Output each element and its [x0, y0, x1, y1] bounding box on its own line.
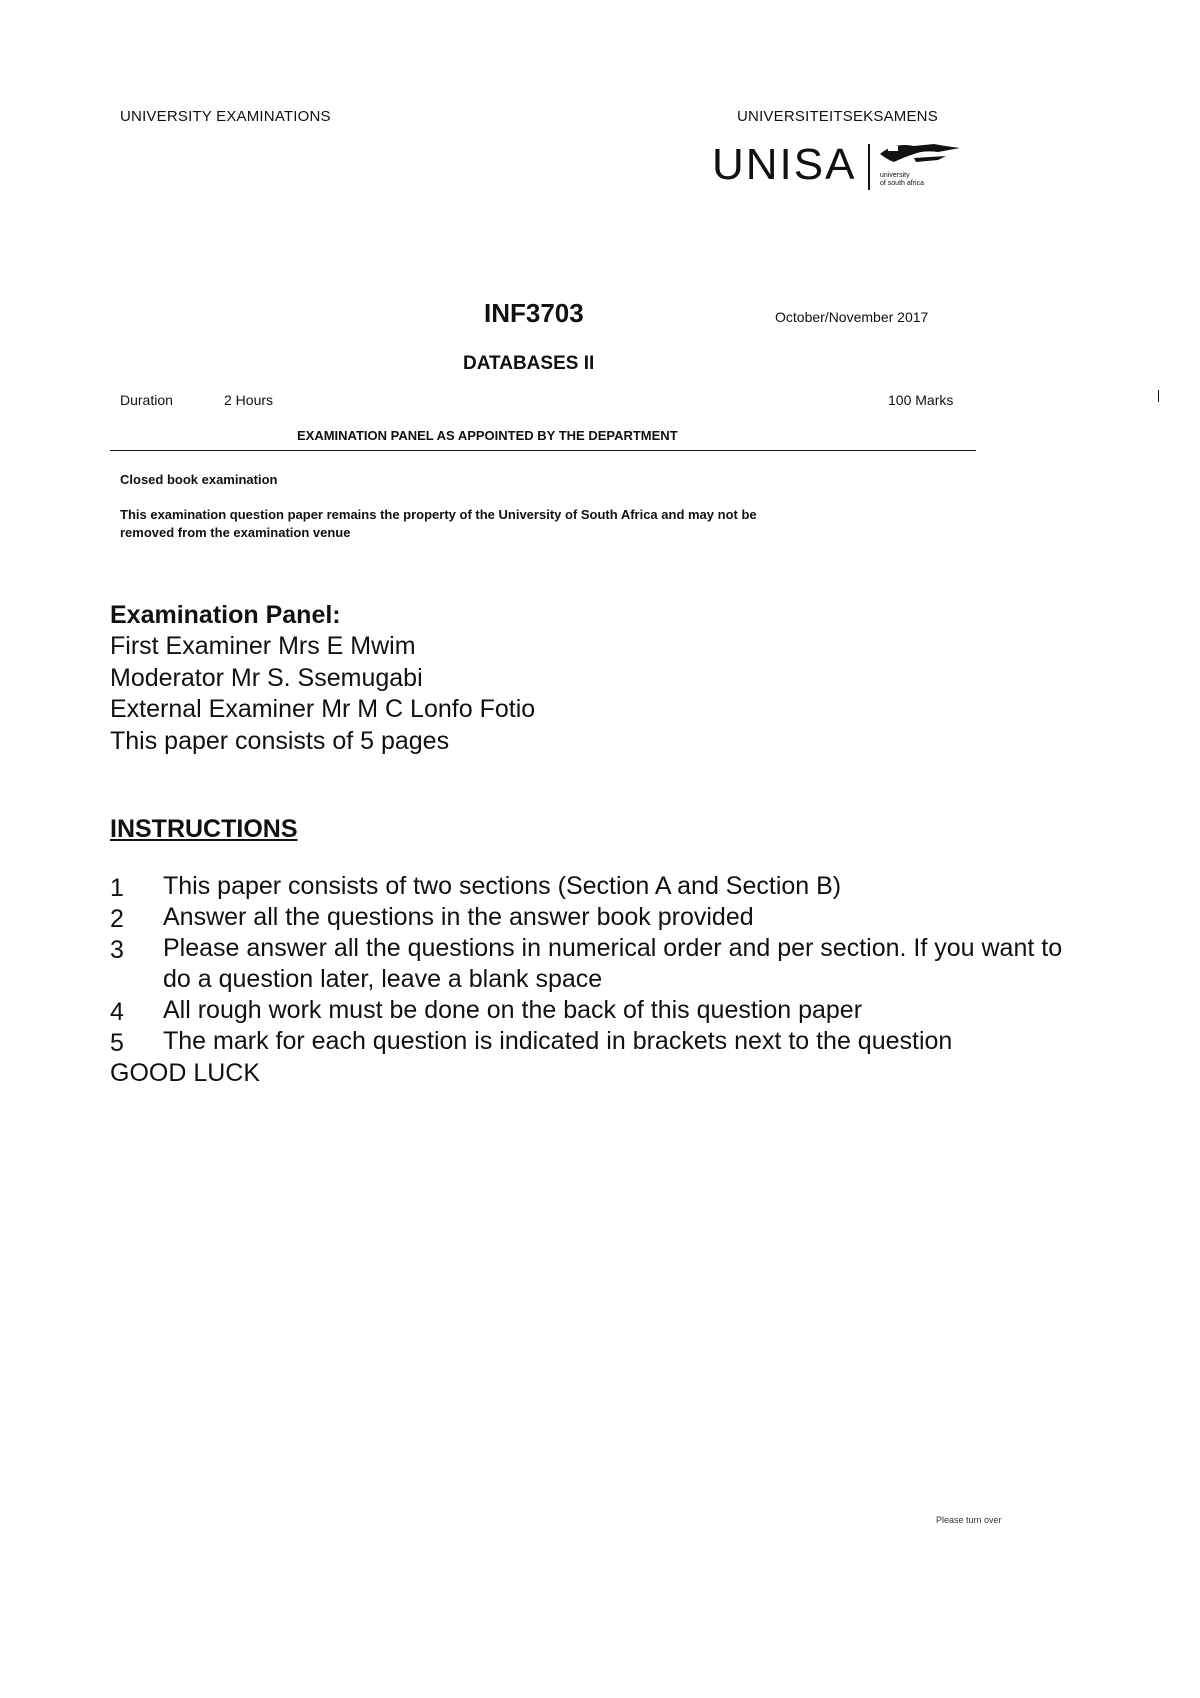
closed-book-note: Closed book examination: [120, 472, 278, 487]
total-marks: 100 Marks: [888, 392, 954, 408]
logo-tagline: [880, 172, 924, 188]
duration-value: 2 Hours: [224, 392, 274, 408]
header-rule: [110, 450, 976, 451]
instruction-number: 2: [110, 905, 124, 933]
logo-tagline-line1: university: [880, 172, 910, 179]
subject-title: DATABASES II: [463, 353, 595, 374]
course-code: INF3703: [484, 298, 584, 328]
instruction-text: This paper consists of two sections (Section A and Section B): [163, 872, 842, 900]
instruction-number: 4: [110, 998, 124, 1026]
panel-appointed-line: EXAMINATION PANEL AS APPOINTED BY THE DEPARTMENT: [297, 428, 678, 443]
header-left: UNIVERSITY EXAMINATIONS: [120, 108, 331, 125]
instructions-heading: INSTRUCTIONS: [110, 815, 298, 843]
good-luck: GOOD LUCK: [110, 1059, 261, 1087]
logo-divider: [868, 144, 870, 190]
logo-emblem-icon: [874, 140, 964, 168]
instruction-text: The mark for each question is indicated in brackets next to the question: [163, 1027, 953, 1055]
instruction-text: All rough work must be done on the back of this question paper: [163, 996, 863, 1024]
logo-wordmark: UNISA: [712, 140, 857, 189]
margin-mark: [1158, 390, 1159, 402]
instruction-text: Please answer all the questions in numerical order and per section. If you want to do a question later, leave a blank space: [163, 934, 1063, 993]
instruction-number: 1: [110, 874, 124, 902]
instruction-number: 3: [110, 936, 124, 964]
turn-over-note: Please turn over: [936, 1515, 1002, 1525]
panel-heading: Examination Panel:: [110, 601, 341, 629]
moderator: Moderator Mr S. Ssemugabi: [110, 664, 423, 692]
duration-label: Duration: [120, 392, 173, 408]
instruction-text: Answer all the questions in the answer book provided: [163, 903, 754, 931]
page-count: This paper consists of 5 pages: [110, 727, 450, 755]
header-right: UNIVERSITEITSEKSAMENS: [737, 108, 938, 125]
external-examiner: External Examiner Mr M C Lonfo Fotio: [110, 695, 536, 723]
first-examiner: First Examiner Mrs E Mwim: [110, 632, 416, 660]
property-note-line2: removed from the examination venue: [120, 525, 351, 540]
logo-tagline-line2: of south africa: [880, 180, 924, 187]
exam-session: October/November 2017: [775, 309, 929, 325]
instruction-number: 5: [110, 1029, 124, 1057]
property-note-line1: This examination question paper remains the property of the University of South Africa and may not be: [120, 507, 757, 522]
